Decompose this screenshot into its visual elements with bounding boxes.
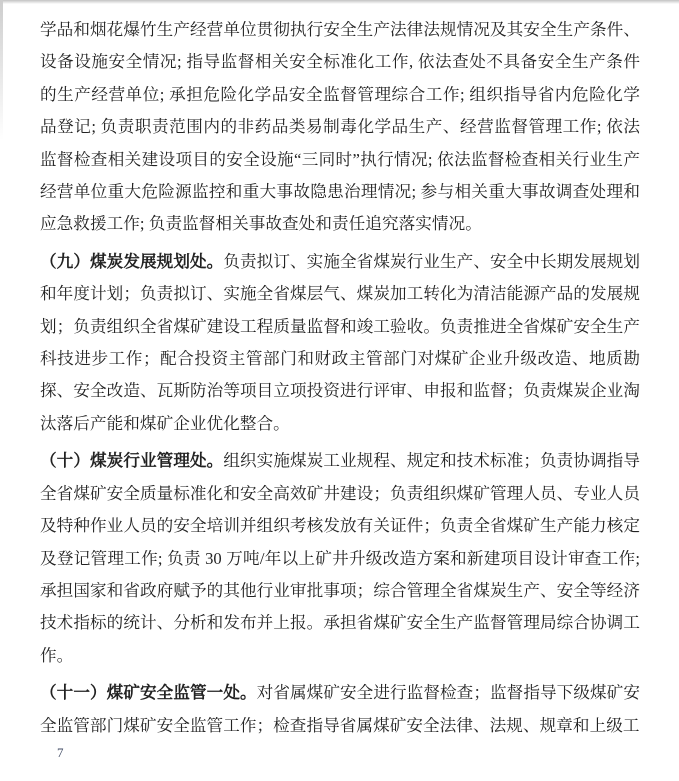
- section-heading: （十）煤炭行业管理处。: [40, 451, 224, 471]
- paragraph-text: 学品和烟花爆竹生产经营单位贯彻执行安全生产法律法规情况及其安全生产条件、设备设施安全情况; 指导监督相关安全标准化工作, 依法查处不具备安全生产条件的生产经营单位; 承担危险化学品安全监督管理综合工作; 组织指导省内危险化学品登记; 负责职责范围内的非药品类易制毒化学品生产、经营监督管理工作; 依法监督检查相关建设项目的安全设施“三同时”执行情况; 依法监督检查相关行业生产经营单位重大危险源监控和重大事故隐患治理情况; 参与相关重大事故调查处理和应急救援工作; 负责监督相关事故查处和责任追究落实情况。: [40, 20, 640, 234]
- section-heading: （九）煤炭发展规划处。: [40, 251, 224, 271]
- paragraph-section-10: [40, 445, 640, 672]
- page-edge-shadow-left: [0, 0, 3, 140]
- page-number: 7: [57, 745, 64, 760]
- paragraph-text: 组织实施煤炭工业规程、规定和技术标准；负责协调指导全省煤矿安全质量标准化和安全高效矿井建设；负责组织煤矿管理人员、专业人员及特种作业人员的安全培训并组织考核发放有关证件；负责全省煤矿生产能力核定及登记管理工作; 负责 30 万吨/年以上矿井升级改造方案和新建项目设计审查工作; 承担国家和省政府赋予的其他行业审批事项；综合管理全省煤炭生产、安全等经济技术指标的统计、分析和发布并上报。承担省煤矿安全生产监督管理局综合协调工作。: [40, 451, 640, 665]
- paragraph-section-9: [40, 246, 640, 440]
- document-body: [40, 14, 640, 747]
- paragraph-section-11: [40, 677, 640, 742]
- paragraph-text: 负责拟订、实施全省煤炭行业生产、安全中长期发展规划和年度计划；负责拟订、实施全省煤层气、煤炭加工转化为清洁能源产品的发展规划；负责组织全省煤矿建设工程质量监督和竣工验收。负责推进全省煤矿安全生产科技进步工作；配合投资主管部门和财政主管部门对煤矿企业升级改造、地质勘探、安全改造、瓦斯防治等项目立项投资进行评审、申报和监督；负责煤炭企业淘汰落后产能和煤矿企业优化整合。: [40, 251, 640, 433]
- paragraph-text: 对省属煤矿安全进行监督检查；监督指导下级煤矿安全监管部门煤矿安全监管工作；检查指导省属煤矿安全法律、法规、规章和上级工: [40, 683, 640, 735]
- page-edge-shadow-top: [0, 0, 679, 4]
- section-heading: （十一）煤矿安全监管一处。: [40, 683, 257, 703]
- paragraph-continuation: [40, 14, 640, 241]
